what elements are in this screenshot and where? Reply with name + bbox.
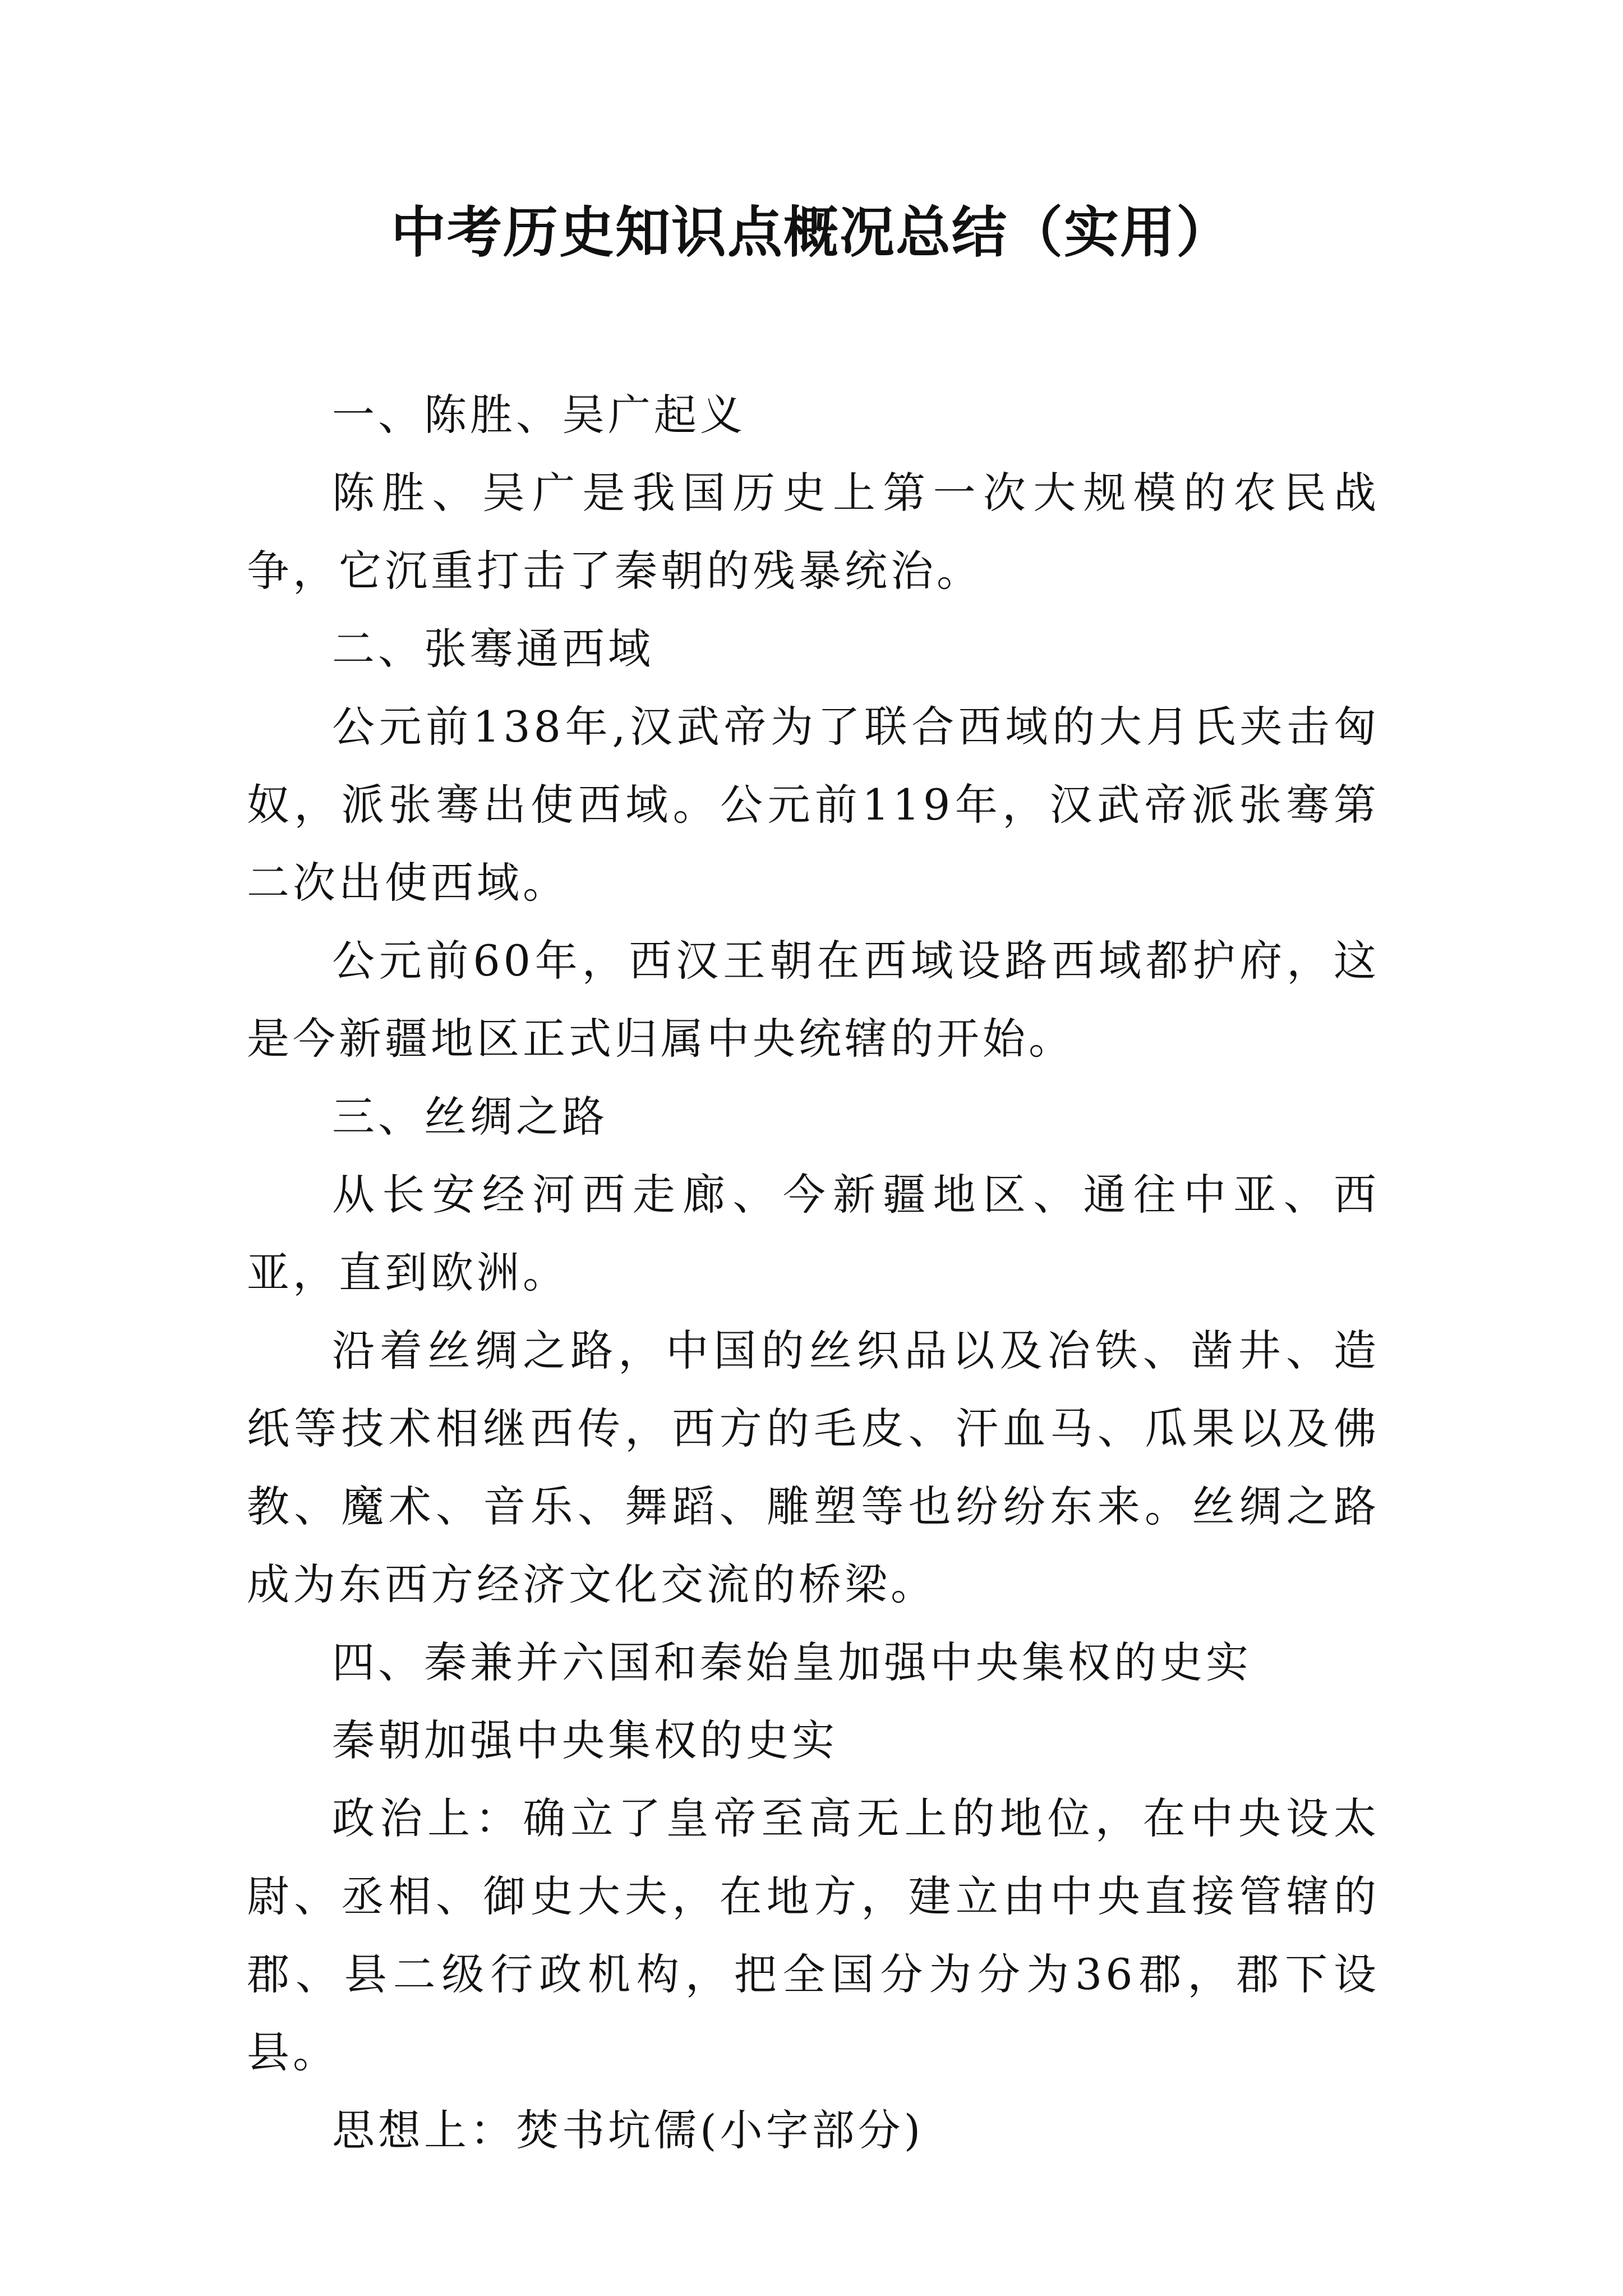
document-title: 中考历史知识点概况总结（实用）	[390, 200, 1232, 265]
paragraph: 政治上：确立了皇帝至高无上的地位，在中央设太尉、丞相、御史大夫，在地方，建立由中央直接管辖的郡、县二级行政机构，把全国分为分为36郡，郡下设县。	[247, 1793, 1380, 2077]
paragraph: 陈胜、吴广是我国历史上第一次大规模的农民战争，它沉重打击了秦朝的残暴统治。	[247, 468, 1380, 596]
heading-silk-road: 三、丝绸之路	[332, 1092, 608, 1142]
subheading: 秦朝加强中央集权的史实	[332, 1715, 838, 1765]
heading-zhang-qian-western-regions: 二、张骞通西域	[332, 624, 654, 674]
paragraph: 公元前138年,汉武帝为了联合西域的大月氏夹击匈奴，派张骞出使西域。公元前119年，汉武帝派张骞第二次出使西域。	[247, 702, 1380, 908]
paragraph: 思想上：焚书坑儒(小字部分)	[332, 2105, 924, 2155]
paragraph: 从长安经河西走廊、今新疆地区、通往中亚、西亚，直到欧洲。	[247, 1170, 1380, 1297]
paragraph: 公元前60年，西汉王朝在西域设路西域都护府，这是今新疆地区正式归属中央统辖的开始。	[247, 936, 1380, 1064]
heading-qin-unification: 四、秦兼并六国和秦始皇加强中央集权的史实	[332, 1637, 1252, 1687]
paragraph: 沿着丝绸之路，中国的丝织品以及冶铁、凿井、造纸等技术相继西传，西方的毛皮、汗血马、瓜果以及佛教、魔术、音乐、舞蹈、雕塑等也纷纷东来。丝绸之路成为东西方经济文化交流的桥梁。	[247, 1326, 1380, 1609]
heading-chen-sheng-wu-guang-uprising: 一、陈胜、吴广起义	[332, 390, 746, 440]
document-body	[247, 376, 1380, 2169]
